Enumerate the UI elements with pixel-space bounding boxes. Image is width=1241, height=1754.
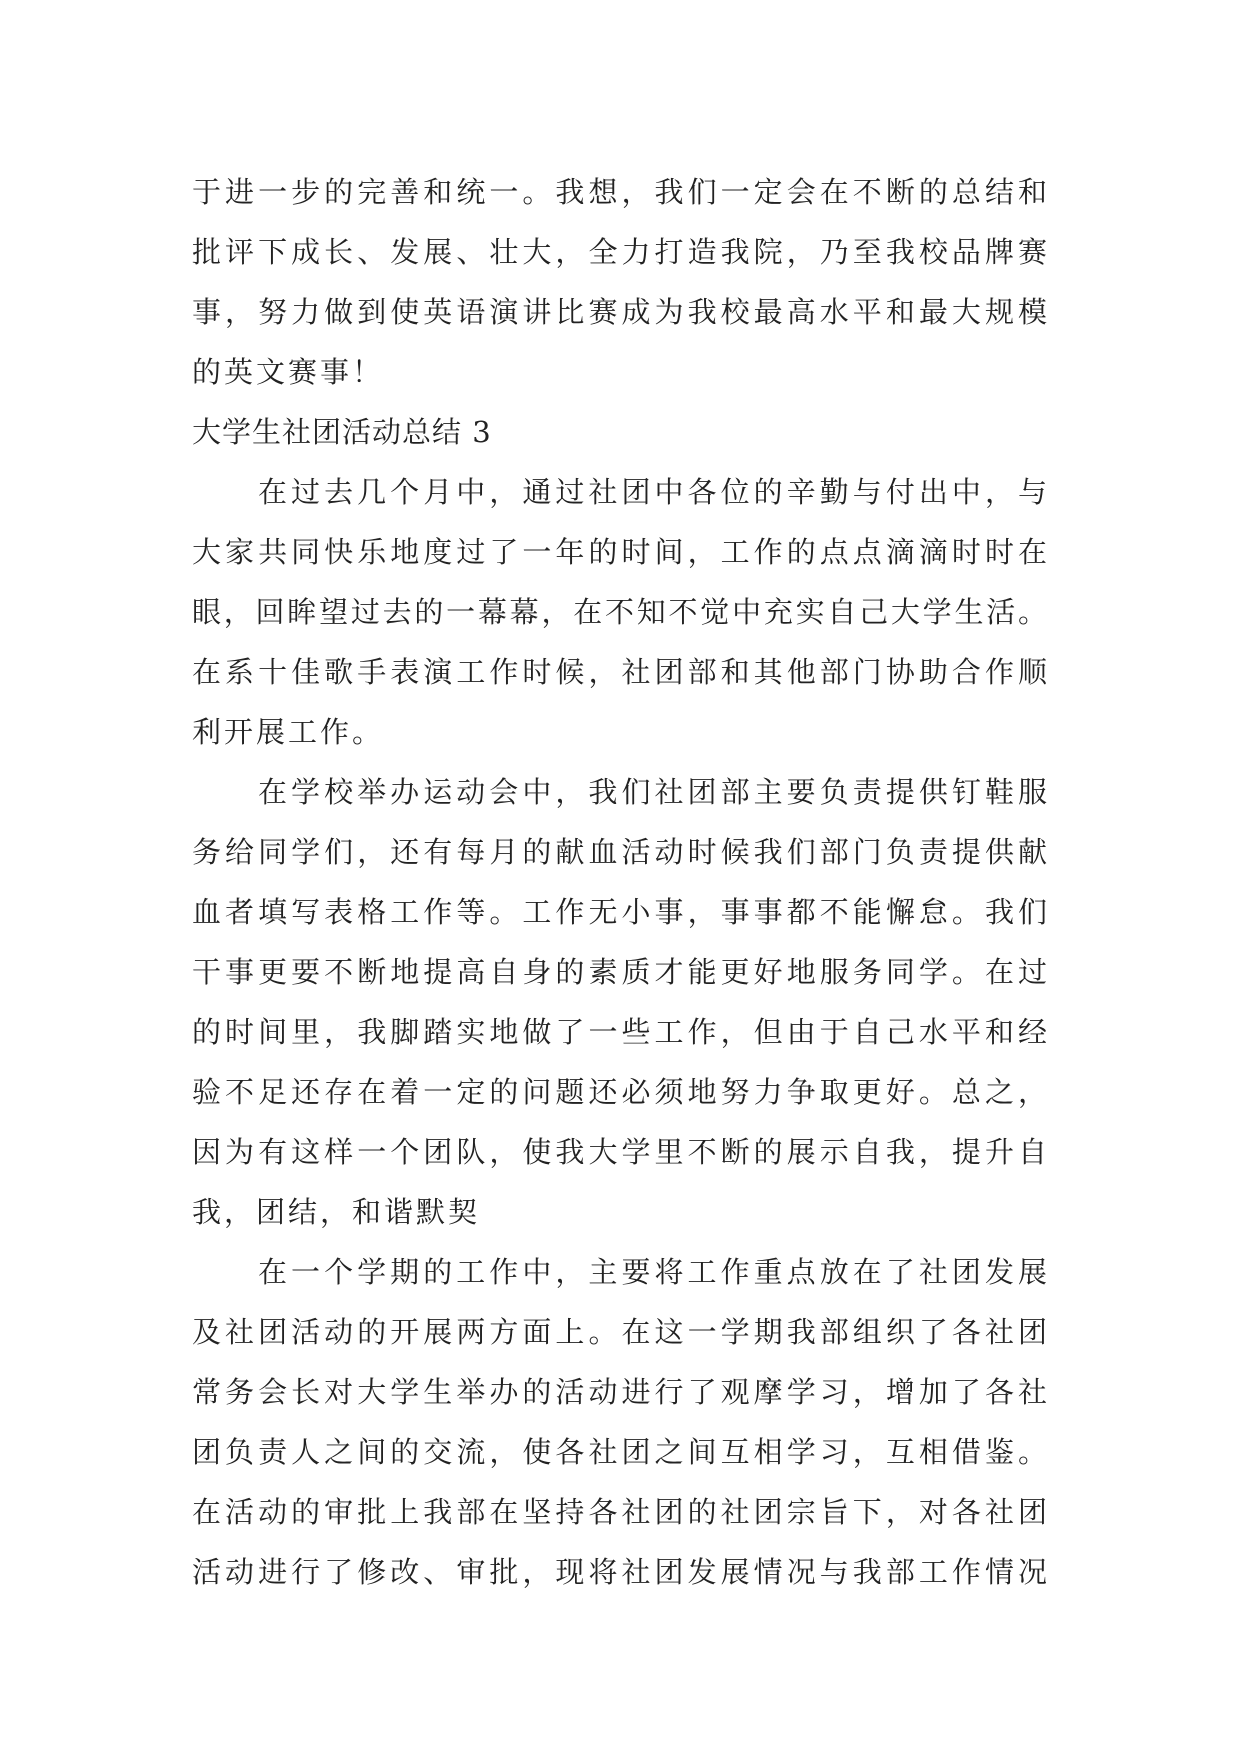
text-line: 常务会长对大学生举办的活动进行了观摩学习，增加了各社 bbox=[192, 1375, 1047, 1409]
text-line: 在学校举办运动会中，我们社团部主要负责提供钉鞋服 bbox=[258, 775, 1047, 809]
text-line: 眼，回眸望过去的一幕幕，在不知不觉中充实自己大学生活。 bbox=[192, 595, 1047, 629]
text-line: 验不足还存在着一定的问题还必须地努力争取更好。总之， bbox=[192, 1075, 1047, 1109]
text-line: 在一个学期的工作中，主要将工作重点放在了社团发展 bbox=[258, 1255, 1047, 1289]
text-line: 活动进行了修改、审批，现将社团发展情况与我部工作情况 bbox=[192, 1555, 1047, 1589]
text-line: 在过去几个月中，通过社团中各位的辛勤与付出中，与 bbox=[258, 475, 1047, 509]
text-line: 利开展工作。 bbox=[192, 715, 385, 749]
text-line: 大家共同快乐地度过了一年的时间，工作的点点滴滴时时在 bbox=[192, 535, 1047, 569]
text-line: 团负责人之间的交流，使各社团之间互相学习，互相借鉴。 bbox=[192, 1435, 1047, 1469]
text-line: 在活动的审批上我部在坚持各社团的社团宗旨下，对各社团 bbox=[192, 1495, 1047, 1529]
document-body bbox=[192, 162, 1072, 1602]
text-line: 在系十佳歌手表演工作时候，社团部和其他部门协助合作顺 bbox=[192, 655, 1047, 689]
text-line: 干事更要不断地提高自身的素质才能更好地服务同学。在过 bbox=[192, 955, 1047, 989]
text-line: 及社团活动的开展两方面上。在这一学期我部组织了各社团 bbox=[192, 1315, 1047, 1349]
section-heading: 大学生社团活动总结 3 bbox=[192, 415, 492, 449]
text-line: 务给同学们，还有每月的献血活动时候我们部门负责提供献 bbox=[192, 835, 1047, 869]
text-line: 的时间里，我脚踏实地做了一些工作，但由于自己水平和经 bbox=[192, 1015, 1047, 1049]
text-line: 批评下成长、发展、壮大，全力打造我院，乃至我校品牌赛 bbox=[192, 235, 1047, 269]
text-line: 血者填写表格工作等。工作无小事，事事都不能懈怠。我们 bbox=[192, 895, 1047, 929]
text-line: 我，团结，和谐默契 bbox=[192, 1195, 481, 1229]
text-line: 事，努力做到使英语演讲比赛成为我校最高水平和最大规模 bbox=[192, 295, 1047, 329]
text-line: 的英文赛事！ bbox=[192, 355, 385, 389]
text-line: 于进一步的完善和统一。我想，我们一定会在不断的总结和 bbox=[192, 175, 1047, 209]
text-line: 因为有这样一个团队，使我大学里不断的展示自我，提升自 bbox=[192, 1135, 1047, 1169]
